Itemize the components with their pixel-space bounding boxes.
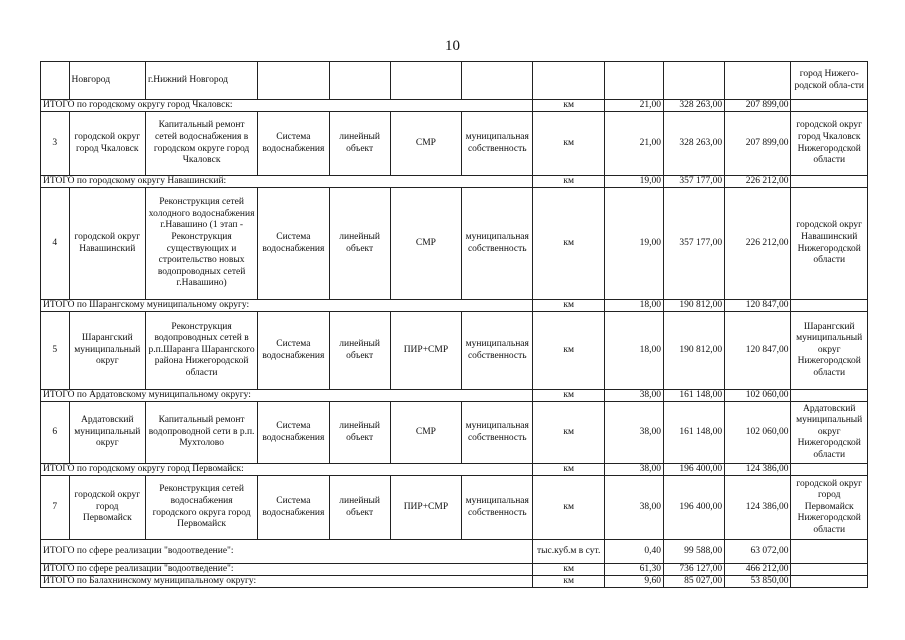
total-cost: 736 127,00: [663, 564, 724, 576]
total-label: ИТОГО по городскому округу Навашинский:: [41, 176, 533, 188]
total-cost2: 53 850,00: [725, 576, 791, 588]
total-recipient: [791, 576, 868, 588]
cell-system: [258, 62, 329, 100]
final-total-row: [41, 576, 868, 588]
cell-type: линейный объект: [329, 312, 390, 390]
cell-type: линейный объект: [329, 112, 390, 176]
cell-type: линейный объект: [329, 476, 390, 540]
cell-ownership: муниципальная собственность: [462, 402, 533, 464]
total-unit: км: [533, 100, 604, 112]
cell-district: Ардатовский муниципальный округ: [69, 402, 145, 464]
cell-num: 5: [41, 312, 70, 390]
total-cost2: 124 386,00: [725, 464, 791, 476]
cell-unit: км: [533, 112, 604, 176]
cell-cost2: 120 847,00: [725, 312, 791, 390]
total-length: 18,00: [604, 300, 663, 312]
table-row: [41, 402, 868, 464]
cell-recipient: городской округ город Чкаловск Нижегородской области: [791, 112, 868, 176]
total-cost: 85 027,00: [663, 576, 724, 588]
cell-district: городской округ город Первомайск: [69, 476, 145, 540]
total-recipient: [791, 300, 868, 312]
total-cost2: 207 899,00: [725, 100, 791, 112]
total-recipient: [791, 176, 868, 188]
total-recipient: [791, 564, 868, 576]
cell-recipient: Шарангский муниципальный округ Нижегородской области: [791, 312, 868, 390]
cell-cost2: 207 899,00: [725, 112, 791, 176]
total-label: ИТОГО по Балахнинскому муниципальному округу:: [41, 576, 533, 588]
cell-district: Новгород: [69, 62, 145, 100]
total-unit: км: [533, 564, 604, 576]
cell-work: СМР: [390, 188, 461, 300]
total-row: [41, 100, 868, 112]
cell-unit: км: [533, 312, 604, 390]
total-label: ИТОГО по сфере реализации "водоотведение":: [41, 540, 533, 564]
cell-cost: [663, 62, 724, 100]
cell-system: Система водоснабжения: [258, 402, 329, 464]
cell-num: 6: [41, 402, 70, 464]
cell-unit: [533, 62, 604, 100]
cell-object: Капитальный ремонт сетей водоснабжения в городском округе город Чкаловск: [146, 112, 258, 176]
cell-object: Реконструкция сетей водоснабжения городского округа город Первомайск: [146, 476, 258, 540]
cell-unit: км: [533, 188, 604, 300]
total-row: [41, 300, 868, 312]
total-row: [41, 176, 868, 188]
total-length: 21,00: [604, 100, 663, 112]
cell-unit: км: [533, 402, 604, 464]
total-cost: 196 400,00: [663, 464, 724, 476]
total-cost2: 120 847,00: [725, 300, 791, 312]
cell-num: 3: [41, 112, 70, 176]
cell-num: [41, 62, 70, 100]
cell-cost: 190 812,00: [663, 312, 724, 390]
total-recipient: [791, 540, 868, 564]
total-unit: км: [533, 176, 604, 188]
final-total-row: [41, 564, 868, 576]
cell-cost: 357 177,00: [663, 188, 724, 300]
total-row: [41, 464, 868, 476]
cell-cost: 328 263,00: [663, 112, 724, 176]
cell-ownership: [462, 62, 533, 100]
total-unit: км: [533, 390, 604, 402]
total-unit: км: [533, 300, 604, 312]
total-cost: 357 177,00: [663, 176, 724, 188]
cell-object: Реконструкция водопроводных сетей в р.п.Шаранга Шарангского района Нижегородской области: [146, 312, 258, 390]
total-length: 38,00: [604, 390, 663, 402]
cell-cost: 161 148,00: [663, 402, 724, 464]
cell-work: СМР: [390, 112, 461, 176]
total-label: ИТОГО по Ардатовскому муниципальному округу:: [41, 390, 533, 402]
cell-length: 19,00: [604, 188, 663, 300]
cell-system: Система водоснабжения: [258, 312, 329, 390]
cell-work: ПИР+СМР: [390, 476, 461, 540]
cell-district: городской округ город Чкаловск: [69, 112, 145, 176]
cell-length: 38,00: [604, 476, 663, 540]
cell-cost2: [725, 62, 791, 100]
page-number: 10: [445, 38, 460, 54]
total-length: 61,30: [604, 564, 663, 576]
cell-object: Реконструкция сетей холодного водоснабжения г.Навашино (1 этап - Реконструкция существующих и строительство новых водопроводных сетей г.Навашино): [146, 188, 258, 300]
cell-type: [329, 62, 390, 100]
cell-work: ПИР+СМР: [390, 312, 461, 390]
cell-ownership: муниципальная собственность: [462, 476, 533, 540]
total-row: [41, 390, 868, 402]
total-label: ИТОГО по сфере реализации "водоотведение":: [41, 564, 533, 576]
table-row: [41, 188, 868, 300]
table-row: [41, 476, 868, 540]
total-label: ИТОГО по городскому округу город Чкаловск:: [41, 100, 533, 112]
final-total-row: [41, 540, 868, 564]
cell-length: [604, 62, 663, 100]
total-unit: км: [533, 576, 604, 588]
cell-recipient: город Нижего-родской обла-сти: [791, 62, 868, 100]
table-row: [41, 312, 868, 390]
cell-num: 7: [41, 476, 70, 540]
cell-type: линейный объект: [329, 402, 390, 464]
total-cost: 328 263,00: [663, 100, 724, 112]
total-length: 38,00: [604, 464, 663, 476]
investment-table: [40, 61, 868, 588]
cell-ownership: муниципальная собственность: [462, 112, 533, 176]
total-length: 19,00: [604, 176, 663, 188]
total-length: 0,40: [604, 540, 663, 564]
total-label: ИТОГО по Шарангскому муниципальному округу:: [41, 300, 533, 312]
table-row-top: [41, 62, 868, 100]
cell-length: 18,00: [604, 312, 663, 390]
cell-ownership: муниципальная собственность: [462, 188, 533, 300]
cell-length: 21,00: [604, 112, 663, 176]
total-label: ИТОГО по городскому округу город Первомайск:: [41, 464, 533, 476]
cell-system: Система водоснабжения: [258, 476, 329, 540]
total-cost2: 466 212,00: [725, 564, 791, 576]
total-cost2: 226 212,00: [725, 176, 791, 188]
total-cost2: 63 072,00: [725, 540, 791, 564]
cell-recipient: городской округ город Первомайск Нижегородской области: [791, 476, 868, 540]
table-row: [41, 112, 868, 176]
cell-recipient: городской округ Навашинский Нижегородской области: [791, 188, 868, 300]
total-recipient: [791, 390, 868, 402]
cell-system: Система водоснабжения: [258, 112, 329, 176]
total-unit: км: [533, 464, 604, 476]
cell-cost2: 102 060,00: [725, 402, 791, 464]
cell-object: г.Нижний Новгород: [146, 62, 258, 100]
cell-district: городской округ Навашинский: [69, 188, 145, 300]
cell-district: Шарангский муниципальный округ: [69, 312, 145, 390]
cell-num: 4: [41, 188, 70, 300]
total-cost2: 102 060,00: [725, 390, 791, 402]
total-cost: 190 812,00: [663, 300, 724, 312]
cell-length: 38,00: [604, 402, 663, 464]
cell-cost2: 124 386,00: [725, 476, 791, 540]
cell-unit: км: [533, 476, 604, 540]
total-recipient: [791, 464, 868, 476]
cell-object: Капитальный ремонт водопроводной сети в р.п. Мухтолово: [146, 402, 258, 464]
cell-system: Система водоснабжения: [258, 188, 329, 300]
total-cost: 161 148,00: [663, 390, 724, 402]
cell-type: линейный объект: [329, 188, 390, 300]
cell-work: [390, 62, 461, 100]
total-recipient: [791, 100, 868, 112]
cell-cost: 196 400,00: [663, 476, 724, 540]
total-length: 9,60: [604, 576, 663, 588]
cell-recipient: Ардатовский муниципальный округ Нижегородской области: [791, 402, 868, 464]
cell-cost2: 226 212,00: [725, 188, 791, 300]
cell-ownership: муниципальная собственность: [462, 312, 533, 390]
cell-work: СМР: [390, 402, 461, 464]
total-cost: 99 588,00: [663, 540, 724, 564]
table-body: [41, 62, 868, 588]
total-unit: тыс.куб.м в сут.: [533, 540, 604, 564]
